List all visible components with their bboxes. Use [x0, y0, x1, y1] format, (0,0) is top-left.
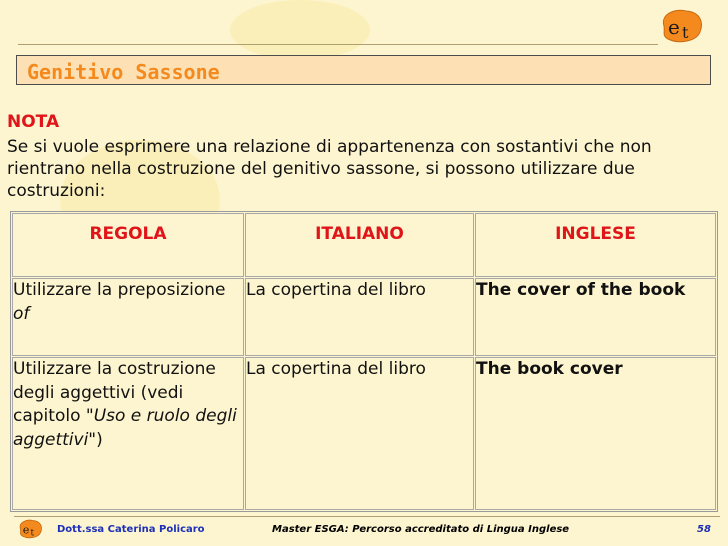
header-italiano: ITALIANO [245, 213, 474, 277]
italiano-cell: La copertina del libro [245, 357, 474, 510]
regola-cell: Utilizzare la preposizione of [12, 278, 244, 356]
top-rule [18, 44, 658, 45]
footer-course: Master ESGA: Percorso accreditato di Lingua Inglese [272, 524, 570, 535]
rules-table [10, 211, 718, 512]
footer-et-logo-icon [16, 517, 44, 541]
title-bar [16, 55, 711, 85]
page-number: 58 [697, 524, 711, 535]
table-header-row [12, 213, 716, 277]
nota-text: Se si vuole esprimere una relazione di appartenenza con sostantivi che non rientrano nella costruzione del genitivo sassone, si possono utilizzare due costruzioni: [7, 137, 652, 201]
italiano-cell: La copertina del libro [245, 278, 474, 356]
svg-text:e: e [22, 523, 30, 537]
table-row [12, 357, 716, 510]
footer-author: Dott.ssa Caterina Policaro [57, 524, 205, 535]
nota-label: NOTA [7, 112, 60, 132]
background-decoration [230, 0, 370, 60]
table-row [12, 278, 716, 356]
svg-text:t: t [30, 528, 35, 539]
regola-cell: Utilizzare la costruzione degli aggettivi (vedi capitolo "Uso e ruolo degli aggettivi") [12, 357, 244, 510]
svg-text:e: e [668, 15, 680, 39]
header-regola: REGOLA [12, 213, 244, 277]
inglese-cell: The book cover [475, 357, 716, 510]
et-logo-icon [656, 6, 706, 46]
svg-text:t: t [682, 23, 689, 42]
header-inglese: INGLESE [475, 213, 716, 277]
inglese-cell: The cover of the book [475, 278, 716, 356]
footer-rule [14, 516, 720, 517]
slide-title: Genitivo Sassone [27, 60, 220, 84]
